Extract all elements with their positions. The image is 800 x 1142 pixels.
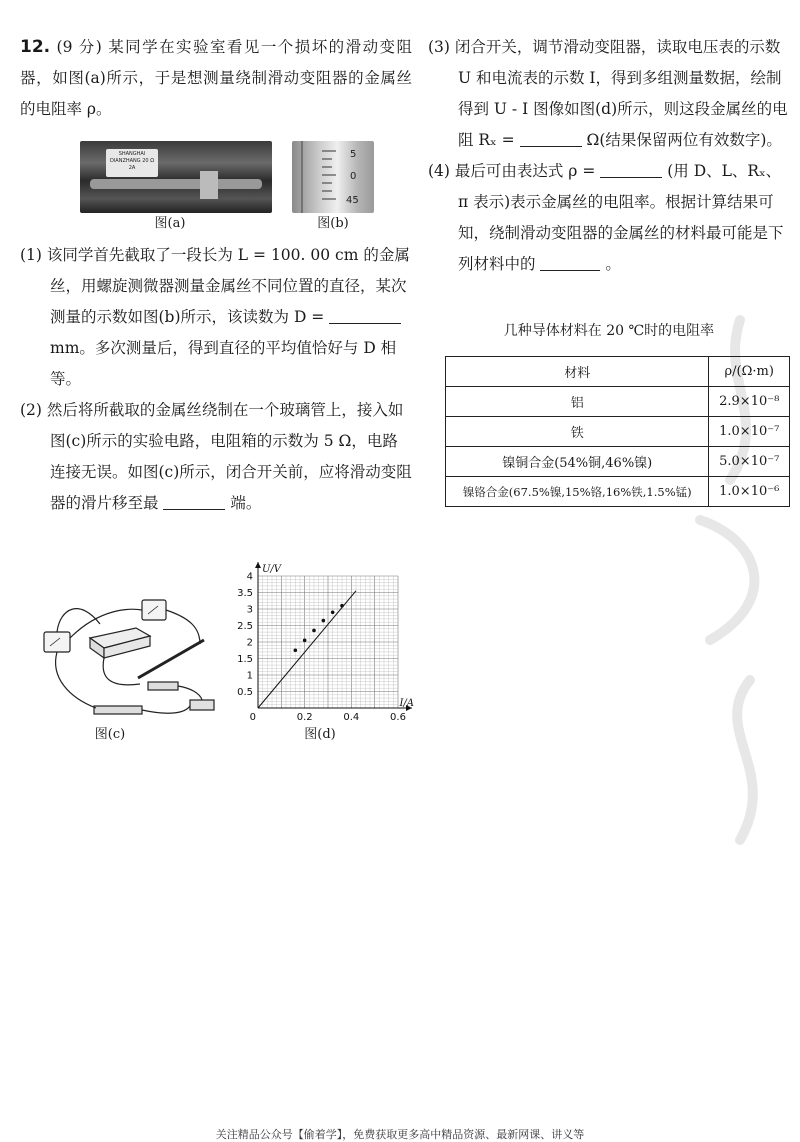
y-tick-label: 1.5 <box>237 654 253 665</box>
part-4 <box>428 156 790 280</box>
rheostat-photo <box>80 141 272 213</box>
data-point <box>340 604 344 608</box>
answer-blank-rx[interactable] <box>520 128 582 147</box>
x-tick-label: 0.6 <box>390 712 406 723</box>
table-cell-rho: 1.0×10⁻⁶ <box>709 477 790 507</box>
fit-line <box>258 591 356 708</box>
data-point <box>312 629 316 633</box>
part-3-text: (3) 闭合开关，调节滑动变阻器，读取电压表的示数 U 和电流表的示数 I，得到多组测量数据，绘制得到 U - I 图像如图(d)所示，则这段金属丝的电阻 Rₓ = <box>428 38 788 149</box>
fig-a-caption: 图(a) <box>154 216 186 231</box>
micrometer-tick-1: 5 <box>350 149 357 160</box>
table-title: 几种导体材料在 20 ℃时的电阻率 <box>503 323 715 339</box>
x-axis-label: I/A <box>399 698 414 709</box>
x-tick-label: 0.2 <box>296 712 313 723</box>
data-point <box>294 648 298 652</box>
y-tick-label: 2 <box>246 637 253 649</box>
part-1-tail: mm。多次测量后，得到直径的平均值恰好与 D 相等。 <box>50 339 397 388</box>
y-axis-arrow <box>255 562 261 568</box>
part-2 <box>20 395 412 519</box>
table-header-material: 材料 <box>446 357 709 387</box>
rheostat-tube <box>90 179 262 189</box>
fig-c-caption: 图(c) <box>94 727 126 742</box>
table-cell-material: 铝 <box>446 387 709 417</box>
fig-d-caption: 图(d) <box>304 727 336 742</box>
ui-graph <box>228 560 428 730</box>
x-tick-label: 0 <box>249 712 256 723</box>
table-cell-rho: 5.0×10⁻⁷ <box>709 447 790 477</box>
chart-grid <box>258 576 398 708</box>
table-cell-material: 镍铬合金(67.5%镍,15%铬,16%铁,1.5%锰) <box>446 477 709 507</box>
y-axis-label: U/V <box>262 564 282 575</box>
micrometer-tick-3: 45 <box>346 195 359 206</box>
part-3 <box>428 32 790 156</box>
y-tick-label: 3.5 <box>237 588 253 599</box>
chart-labels <box>237 564 414 723</box>
y-tick-label: 1 <box>246 670 253 682</box>
table-cell-rho: 2.9×10⁻⁸ <box>709 387 790 417</box>
chart-marks <box>258 591 356 708</box>
data-point <box>303 639 307 643</box>
right-column <box>428 32 790 280</box>
table-cell-material: 镍铜合金(54%铜,46%镍) <box>446 447 709 477</box>
problem-intro <box>20 32 412 125</box>
y-tick-label: 3 <box>246 604 253 616</box>
y-tick-label: 2.5 <box>237 621 253 632</box>
calligraphy-watermark <box>680 300 800 900</box>
part-2-tail: 端。 <box>230 494 262 512</box>
micrometer-photo <box>292 141 374 213</box>
y-tick-label: 4 <box>246 571 253 583</box>
answer-blank-end[interactable] <box>163 491 225 510</box>
part-3-tail: Ω(结果保留两位有效数字)。 <box>586 131 782 149</box>
circuit-figure <box>40 588 230 726</box>
fig-b-caption: 图(b) <box>317 216 349 231</box>
part-4-mid: (用 D、L、Rₓ、π 表示)表示金属丝的电阻率。根据计算结果可知，绕制滑动变阻器的金属丝的材料最可能是下列材料中的 <box>458 162 784 273</box>
problem-number: 12. <box>20 37 51 57</box>
slide-rheostat <box>94 706 142 714</box>
data-point <box>322 619 326 623</box>
page-footer: 关注精品公众号【偷着学】，免费获取更多高中精品资源、最新网课、讲义等 <box>215 1128 585 1141</box>
left-column <box>20 32 412 125</box>
part-4-text: (4) 最后可由表达式 ρ = <box>428 162 596 180</box>
micrometer-scale <box>292 141 374 213</box>
y-tick-label: 0.5 <box>237 687 253 698</box>
table-header-rho: ρ/(Ω·m) <box>709 357 790 387</box>
part-4-tail: 。 <box>605 255 621 273</box>
answer-blank-material[interactable] <box>540 252 600 271</box>
chart-axes <box>255 562 412 711</box>
table-cell-material: 铁 <box>446 417 709 447</box>
left-column-parts <box>20 240 412 519</box>
part-1-text: (1) 该同学首先截取了一段长为 L = 100. 00 cm 的金属丝，用螺旋测微器测量金属丝不同位置的直径，某次测量的示数如图(b)所示，该读数为 D = <box>20 246 410 326</box>
data-point <box>331 611 335 615</box>
part-2-text: (2) 然后将所截取的金属丝绕制在一个玻璃管上，接入如图(c)所示的实验电路，电阻箱的示数为 5 Ω，电路连接无误。如图(c)所示，闭合开关前，应将滑动变阻器的滑片移至最 <box>20 401 412 512</box>
switch <box>190 700 214 710</box>
table-cell-rho: 1.0×10⁻⁷ <box>709 417 790 447</box>
micrometer-tick-2: 0 <box>350 171 357 182</box>
answer-blank-d[interactable] <box>329 305 401 324</box>
part-1 <box>20 240 412 395</box>
x-tick-label: 0.4 <box>343 712 360 723</box>
ammeter <box>142 600 166 620</box>
answer-blank-rho[interactable] <box>600 159 662 178</box>
intro-text: (9 分) 某同学在实验室看见一个损坏的滑动变阻器，如图(a)所示，于是想测量绕制滑动变阻器的金属丝的电阻率 ρ。 <box>20 38 412 118</box>
voltmeter <box>44 632 70 652</box>
rheostat-slider <box>200 171 218 199</box>
rheostat-nameplate: SHANGHAI DIANZHANG 20 Ω 2A <box>106 149 158 177</box>
